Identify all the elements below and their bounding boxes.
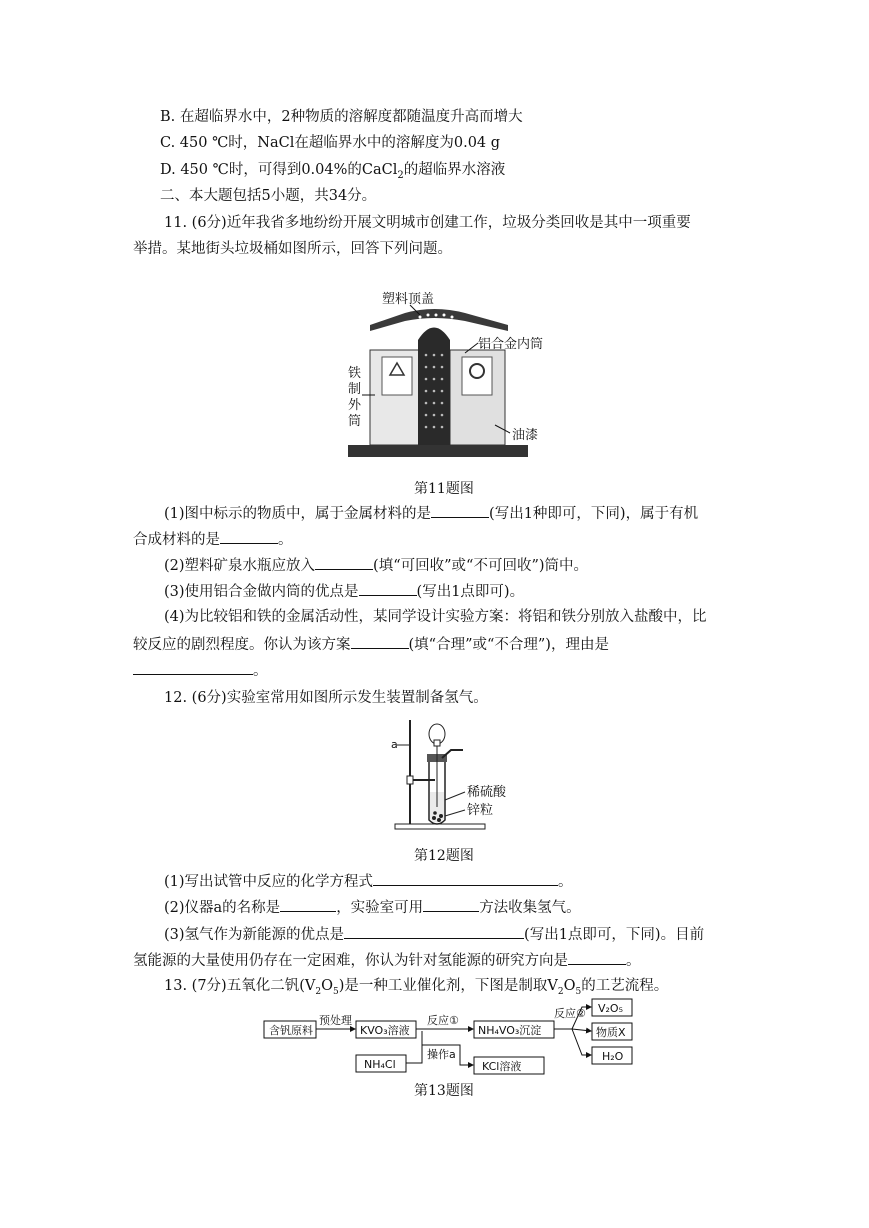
q13-flowchart — [260, 995, 660, 1077]
q12-part1: (1)写出试管中反应的化学方程式 。 — [164, 871, 573, 892]
option-c: C. 450 ℃时，NaCl在超临界水中的溶解度为0.04 g — [160, 135, 501, 151]
flow-op-a: 操作a — [427, 1048, 456, 1061]
option-b: B. 在超临界水中，2种物质的溶解度都随温度升高而增大 — [160, 109, 523, 125]
flow-v2o5: V₂O₅ — [598, 1002, 624, 1015]
q11-part4-cont: 较反应的剧烈程度。你认为该方案 (填“合理”或“不合理”)，理由是 — [133, 634, 609, 655]
q11-stem-2: 举措。某地街头垃圾桶如图所示，回答下列问题。 — [133, 241, 452, 257]
q12-part2: (2)仪器a的名称是 ，实验室可用 方法收集氢气。 — [164, 897, 581, 918]
label-plastic-top: 塑料顶盖 — [382, 292, 435, 307]
q12-figure-apparatus — [385, 712, 525, 837]
q12-part3: (3)氢气作为新能源的优点是 (写出1点即可，下同)。目前 — [164, 924, 704, 945]
q11-part4: (4)为比较铝和铁的金属活动性，某同学设计实验方案：将铝和铁分别放入盐酸中，比 — [164, 609, 707, 625]
q12-caption: 第12题图 — [414, 848, 474, 864]
option-d-text: D. 450 ℃时，可得到0.04%的CaCl — [160, 162, 398, 178]
flow-x: 物质X — [596, 1026, 626, 1039]
q11-stem-1: 11. (6分)近年我省多地纷纷开展文明城市创建工作，垃圾分类回收是其中一项重要 — [164, 215, 691, 231]
q11-part3: (3)使用铝合金做内筒的优点是 (写出1点即可)。 — [164, 581, 524, 602]
label-dilute-acid: 稀硫酸 — [467, 785, 507, 800]
section-heading: 二、本大题包括5小题，共34分。 — [160, 188, 377, 204]
svg-text:制: 制 — [348, 382, 362, 397]
option-d-tail: 的超临界水溶液 — [403, 162, 506, 178]
flow-raw: 含钒原料 — [269, 1024, 313, 1037]
svg-text:外: 外 — [348, 398, 362, 413]
label-paint: 油漆 — [512, 428, 539, 443]
q11-part4-end: 。 — [133, 660, 268, 681]
label-a: a — [391, 738, 398, 751]
flow-kcl: KCl溶液 — [482, 1060, 522, 1073]
option-d-sub: 2 — [397, 169, 404, 181]
flow-nh4vo3: NH₄VO₃沉淀 — [478, 1024, 542, 1037]
q11-caption: 第11题图 — [414, 481, 474, 497]
flow-kvo3: KVO₃溶液 — [360, 1024, 410, 1037]
svg-text:铁: 铁 — [348, 366, 362, 381]
q11-figure-trash-bin — [330, 285, 560, 475]
q12-stem: 12. (6分)实验室常用如图所示发生装置制备氢气。 — [164, 690, 488, 706]
flow-nh4cl: NH₄Cl — [364, 1058, 396, 1071]
flow-h2o: H₂O — [602, 1050, 624, 1063]
flow-react2: 反应② — [554, 1007, 586, 1020]
label-al-inner: 铝合金内筒 — [478, 337, 544, 352]
q11-part1: (1)图中标示的物质中，属于金属材料的是 (写出1种即可，下同)，属于有机 — [164, 503, 698, 524]
label-zinc: 锌粒 — [467, 803, 494, 818]
q11-part1-cont: 合成材料的是 。 — [133, 529, 293, 550]
flow-react1: 反应① — [427, 1014, 459, 1027]
q11-part2: (2)塑料矿泉水瓶应放入 (填“可回收”或“不可回收”)筒中。 — [164, 555, 588, 576]
flow-pretreat: 预处理 — [319, 1014, 352, 1027]
q12-part3-cont: 氢能源的大量使用仍存在一定困难，你认为针对氢能源的研究方向是 。 — [133, 950, 641, 971]
svg-text:筒: 筒 — [348, 414, 362, 429]
label-fe-outer — [348, 365, 362, 429]
q13-caption: 第13题图 — [414, 1083, 474, 1099]
option-d — [160, 160, 505, 186]
q13-stem: 13. (7分)五氧化二钒$(V_2O_5)$是一种工业催化剂，下图是制取$V_2O_5$的工艺流程。 — [164, 978, 669, 997]
